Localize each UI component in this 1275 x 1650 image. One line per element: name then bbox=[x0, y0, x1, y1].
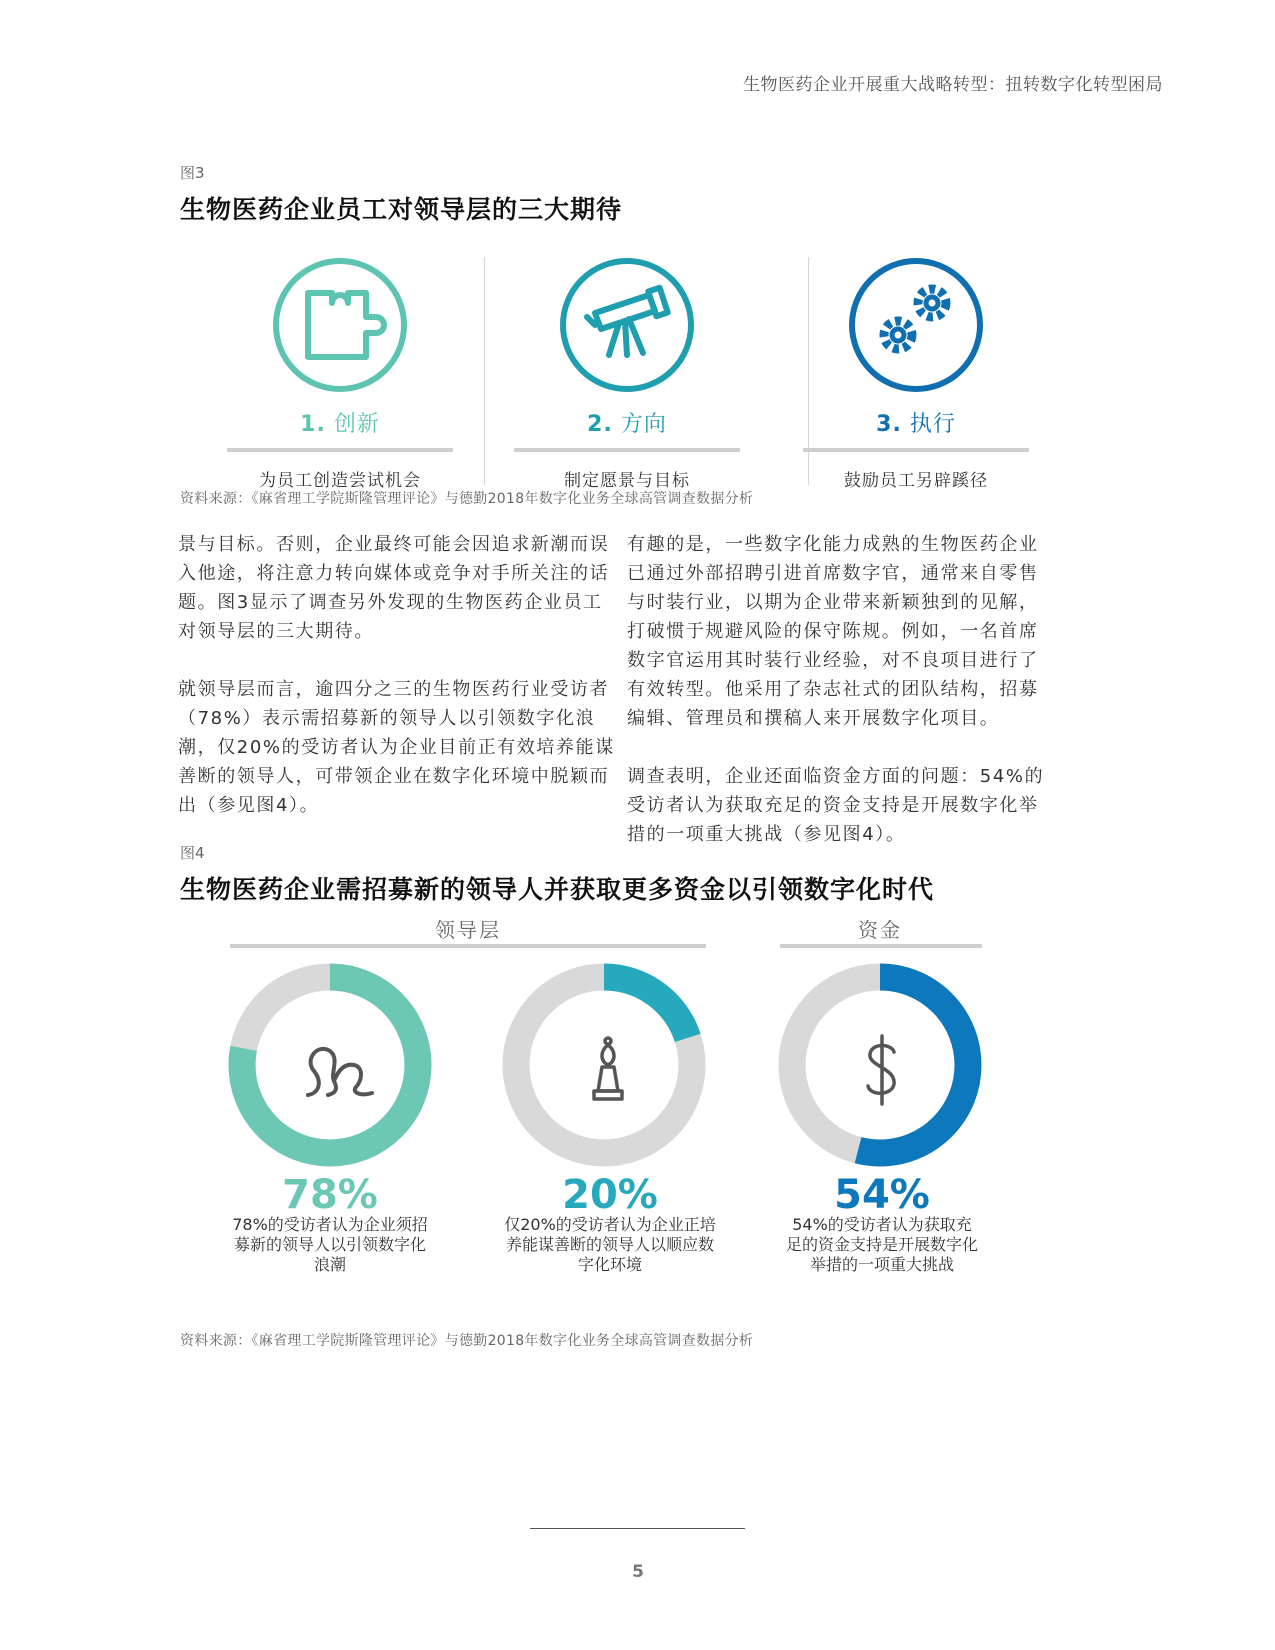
expectation-title: 2. 方向 bbox=[587, 412, 667, 437]
chart-description: 54%的受访者认为获取充 足的资金支持是开展数字化 举措的一项重大挑战 bbox=[785, 1215, 978, 1274]
page-number: 5 bbox=[632, 1562, 644, 1582]
dollar-icon bbox=[862, 1032, 902, 1108]
figure4-title: 生物医药企业需招募新的领导人并获取更多资金以引领数字化时代 bbox=[180, 875, 935, 904]
people-icon bbox=[300, 1037, 380, 1107]
footer-rule bbox=[530, 1528, 745, 1529]
expectation-title: 1. 创新 bbox=[300, 412, 380, 437]
percentage: 20% bbox=[562, 1172, 658, 1218]
figure3-title: 生物医药企业员工对领导层的三大期待 bbox=[180, 195, 623, 224]
figure3-source: 资料来源：《麻省理工学院斯隆管理评论》与德勤2018年数字化业务全球高管调查数据分析 bbox=[180, 491, 754, 507]
figure3-label: 图3 bbox=[180, 164, 205, 182]
expectation-desc: 为员工创造尝试机会 bbox=[259, 471, 421, 491]
group-title-leadership: 领导层 bbox=[435, 918, 501, 942]
percentage: 78% bbox=[282, 1172, 378, 1218]
running-header: 生物医药企业开展重大战略转型：扭转数字化转型困局 bbox=[743, 75, 1163, 95]
figure4-source: 资料来源：《麻省理工学院斯隆管理评论》与德勤2018年数字化业务全球高管调查数据分析 bbox=[180, 1333, 754, 1349]
chess-bishop-icon bbox=[588, 1035, 628, 1105]
paragraph: 有趣的是，一些数字化能力成熟的生物医药企业已通过外部招聘引进首席数字官，通常来自零售与时装行业，以期为企业带来新颖独到的见解，打破惯于规避风险的保守陈规。例如，一名首席数字官运用其时装行业经验，对不良项目进行了有效转型。他采用了杂志社式的团队结构，招募编辑、管理员和撰稿人来开展数字化项目。 bbox=[627, 534, 1039, 729]
expectation-title: 3. 执行 bbox=[876, 412, 956, 437]
chart-description: 仅20%的受访者认为企业正培 养能谋善断的领导人以顺应数 字化环境 bbox=[504, 1215, 716, 1274]
expectation-desc: 鼓励员工另辟蹊径 bbox=[844, 471, 988, 491]
paragraph: 调查表明，企业还面临资金方面的问题：54%的受访者认为获取充足的资金支持是开展数字化举措的一项重大挑战（参见图4）。 bbox=[627, 766, 1045, 845]
group-title-funding: 资金 bbox=[858, 918, 902, 942]
chart-description: 78%的受访者认为企业须招 募新的领导人以引领数字化 浪潮 bbox=[232, 1215, 428, 1274]
figure4-label: 图4 bbox=[180, 844, 205, 862]
expectation-desc: 制定愿景与目标 bbox=[564, 471, 690, 491]
paragraph: 景与目标。否则，企业最终可能会因追求新潮而误入他途，将注意力转向媒体或竞争对手所关注的话题。图3显示了调查另外发现的生物医药企业员工对领导层的三大期待。 bbox=[178, 534, 610, 642]
percentage: 54% bbox=[834, 1172, 930, 1218]
paragraph: 就领导层而言，逾四分之三的生物医药行业受访者（78%）表示需招募新的领导人以引领数字化浪潮，仅20%的受访者认为企业目前正有效培养能谋善断的领导人，可带领企业在数字化环境中脱颖而出（参见图4）。 bbox=[178, 679, 615, 816]
